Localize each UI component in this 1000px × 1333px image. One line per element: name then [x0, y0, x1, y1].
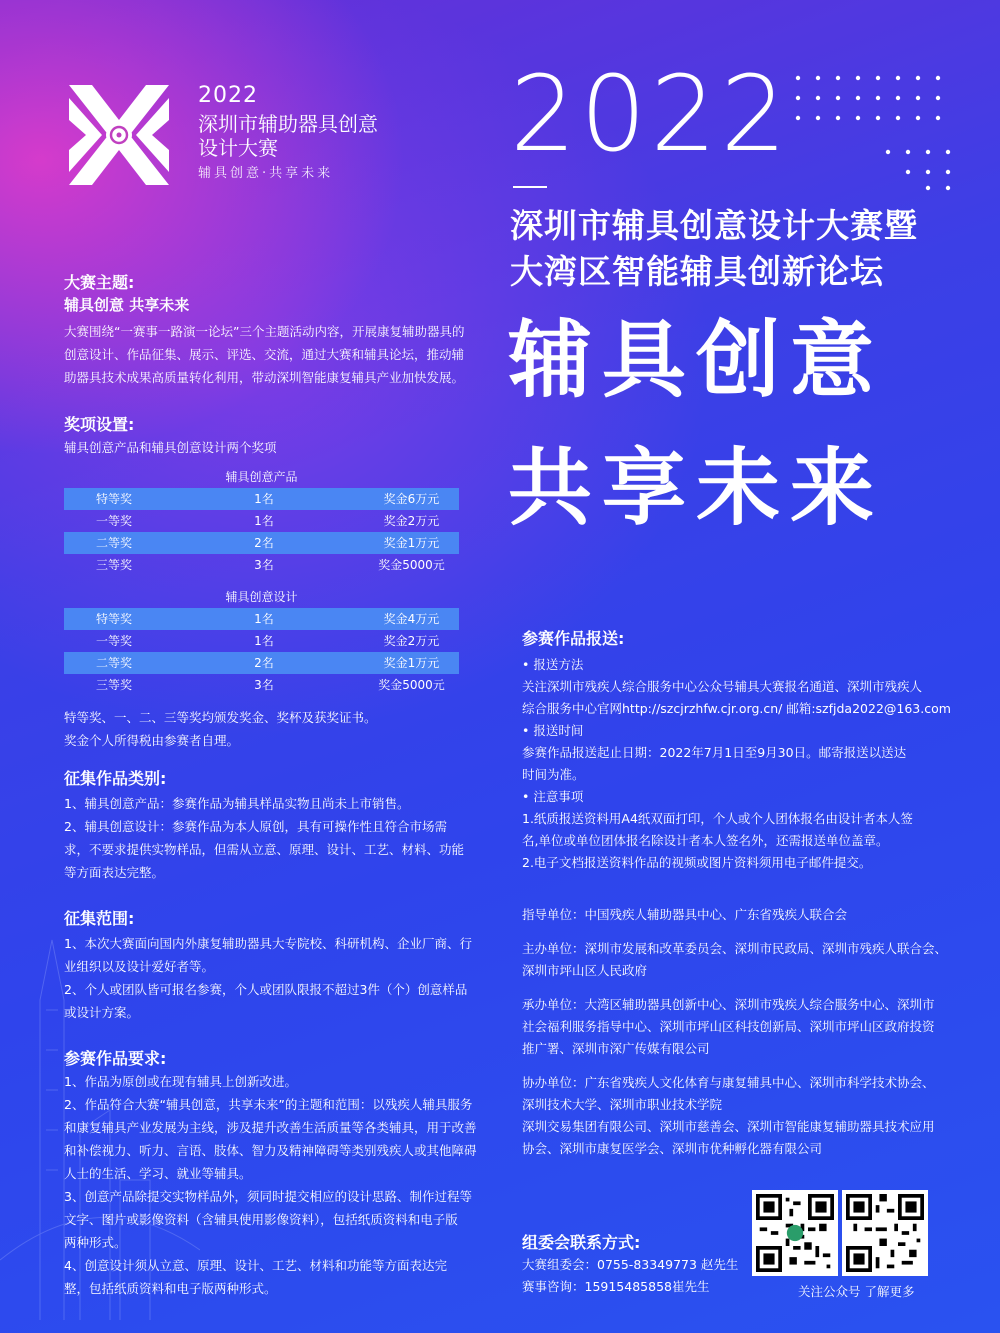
table-row: 一等奖 1名 奖金2万元 [95, 634, 440, 648]
awards-intro: 辅具创意产品和辅具创意设计两个奖项 [64, 440, 277, 455]
organizer-guidance: 指导单位：中国残疾人辅助器具中心、广东省残疾人联合会 [522, 907, 848, 922]
organizer-host: 主办单位：深圳市发展和改革委员会、深圳市民政局、深圳市残疾人联合会、 深圳市坪山区人民政府 [522, 941, 948, 978]
logo-year: 2022 [198, 83, 258, 108]
contact-line2: 赛事咨询：15915485858崔先生 [522, 1279, 710, 1294]
hero-title-line1: 深圳市辅具创意设计大赛暨 [510, 206, 918, 245]
table-row: 一等奖 1名 奖金2万元 [95, 514, 440, 528]
theme-subheading: 辅具创意 共享未来 [64, 296, 190, 314]
categories-text: 1、辅具创意产品：参赛作品为辅具样品实物且尚未上市销售。 2、辅具创意设计：参赛作品为本人原创，具有可操作性且符合市场需 求，不要求提供实物样品，但需从立意、原理、设计、工艺、材料、功能 等方面表达完整。 [64, 796, 465, 880]
submission-text: • 报送方法 关注深圳市残疾人综合服务中心公众号辅具大赛报名通道、深圳市残疾人 综合服务中心官网http://szcjrzhfw.cjr.org.cn/ 邮箱:szfjda2022@163.com • 报送时间 参赛作品报送起止日期：2022年7月1日至9月30日。邮寄报送以送达 时间为准。 • 注意事项 1.纸质报送资料用A4纸双面打印，个人或个人团体报名由设计者本人签 名,单位或单位团体报名除设计者本人签名外，还需报送单位盖章。 2.电子文档报送资料作品的视频或图片资料须用电子邮件提交。 [522, 657, 951, 870]
contact-line1: 大赛组委会：0755-83349773 赵先生 [522, 1257, 739, 1272]
contest-logo-icon [64, 80, 174, 190]
table-caption: 辅具创意产品 [225, 470, 298, 484]
categories-heading: 征集作品类别: [64, 769, 167, 788]
qr-code-icon [846, 1194, 924, 1272]
table-row: 二等奖 2名 奖金1万元 [64, 532, 459, 554]
table-row: 特等奖 1名 奖金4万元 [64, 608, 459, 630]
table-row: 特等奖 1名 奖金6万元 [64, 488, 459, 510]
scope-text: 1、本次大赛面向国内外康复辅助器具大专院校、科研机构、企业厂商、行 业组织以及设计爱好者等。 2、个人或团队皆可报名参赛，个人或团队限报不超过3件（个）创意样品 或设计方案。 [64, 936, 472, 1020]
qr-code-2 [842, 1190, 928, 1276]
qr-code-1 [752, 1190, 838, 1276]
theme-description: 大赛围绕“一赛事一路演一论坛”三个主题活动内容，开展康复辅助器具的 创意设计、作品征集、展示、评选、交流，通过大赛和辅具论坛，推动辅 助器具技术成果高质量转化利用，带动深圳智能康复辅具产业加快发展。 [64, 324, 465, 385]
qr-code-icon [756, 1194, 834, 1272]
submission-heading: 参赛作品报送: [522, 629, 625, 648]
logo-title-line2: 设计大赛 [198, 136, 278, 160]
organizer-co-organizer: 协办单位：广东省残疾人文化体育与康复辅具中心、深圳市科学技术协会、 深圳技术大学、深圳市职业技术学院 深圳交易集团有限公司、深圳市慈善会、深圳市智能康复辅助器具技术应用 协会、深圳市康复医学会、深圳市优种孵化器有限公司 [522, 1075, 935, 1156]
logo-title-line1: 深圳市辅助器具创意 [198, 112, 378, 136]
awards-notes: 特等奖、一、二、三等奖均颁发奖金、奖杯及获奖证书。 奖金个人所得税由参赛者自理。 [64, 710, 377, 748]
theme-heading: 大赛主题: [64, 273, 135, 292]
requirements-heading: 参赛作品要求: [64, 1049, 167, 1068]
hero-slogan-line2: 共享未来 [508, 439, 885, 537]
requirements-text: 1、作品为原创或在现有辅具上创新改进。 2、作品符合大赛“辅具创意，共享未来”的主题和范围：以残疾人辅具服务 和康复辅具产业发展为主线，涉及提升改善生活质量等各类辅具，用于改善 和补偿视力、听力、言语、肢体、智力及精神障碍等类别残疾人或其他障碍 人士的生活、学习、就业等辅具。 3、创意产品除提交实物样品外，须同时提交相应的设计思路、制作过程等 文字、图片或影像资料（含辅具使用影像资料），包括纸质资料和电子版 两种形式。 4、创意设计须从立意、原理、设计、工艺、材料和功能等方面表达完 整，包括纸质资料和电子版两种形式。 [64, 1074, 477, 1296]
table-row: 二等奖 2名 奖金1万元 [64, 652, 459, 674]
prize-table-design [64, 586, 459, 696]
decorative-dot-grid [790, 70, 950, 140]
hero-year: 2022 [510, 53, 791, 175]
organizer-undertaker: 承办单位：大湾区辅助器具创新中心、深圳市残疾人综合服务中心、深圳市 社会福利服务指导中心、深圳市坪山区科技创新局、深圳市坪山区政府投资 推广署、深圳市深广传媒有限公司 [522, 997, 935, 1056]
contact-heading: 组委会联系方式: [522, 1233, 641, 1252]
table-row: 三等奖 3名 奖金5000元 [95, 558, 445, 572]
decorative-dot-grid-small [878, 142, 960, 192]
logo-slogan: 辅具创意·共享未来 [198, 166, 334, 181]
table-row: 三等奖 3名 奖金5000元 [95, 678, 445, 692]
hero-title-line2: 大湾区智能辅具创新论坛 [510, 252, 884, 291]
scope-heading: 征集范围: [64, 909, 135, 928]
table-caption: 辅具创意设计 [225, 590, 298, 604]
hero-divider [513, 186, 547, 188]
hero-slogan-line1: 辅具创意 [508, 311, 885, 409]
qr-caption: 关注公众号 了解更多 [798, 1284, 915, 1299]
awards-heading: 奖项设置: [64, 415, 135, 434]
prize-table-product [64, 466, 459, 576]
